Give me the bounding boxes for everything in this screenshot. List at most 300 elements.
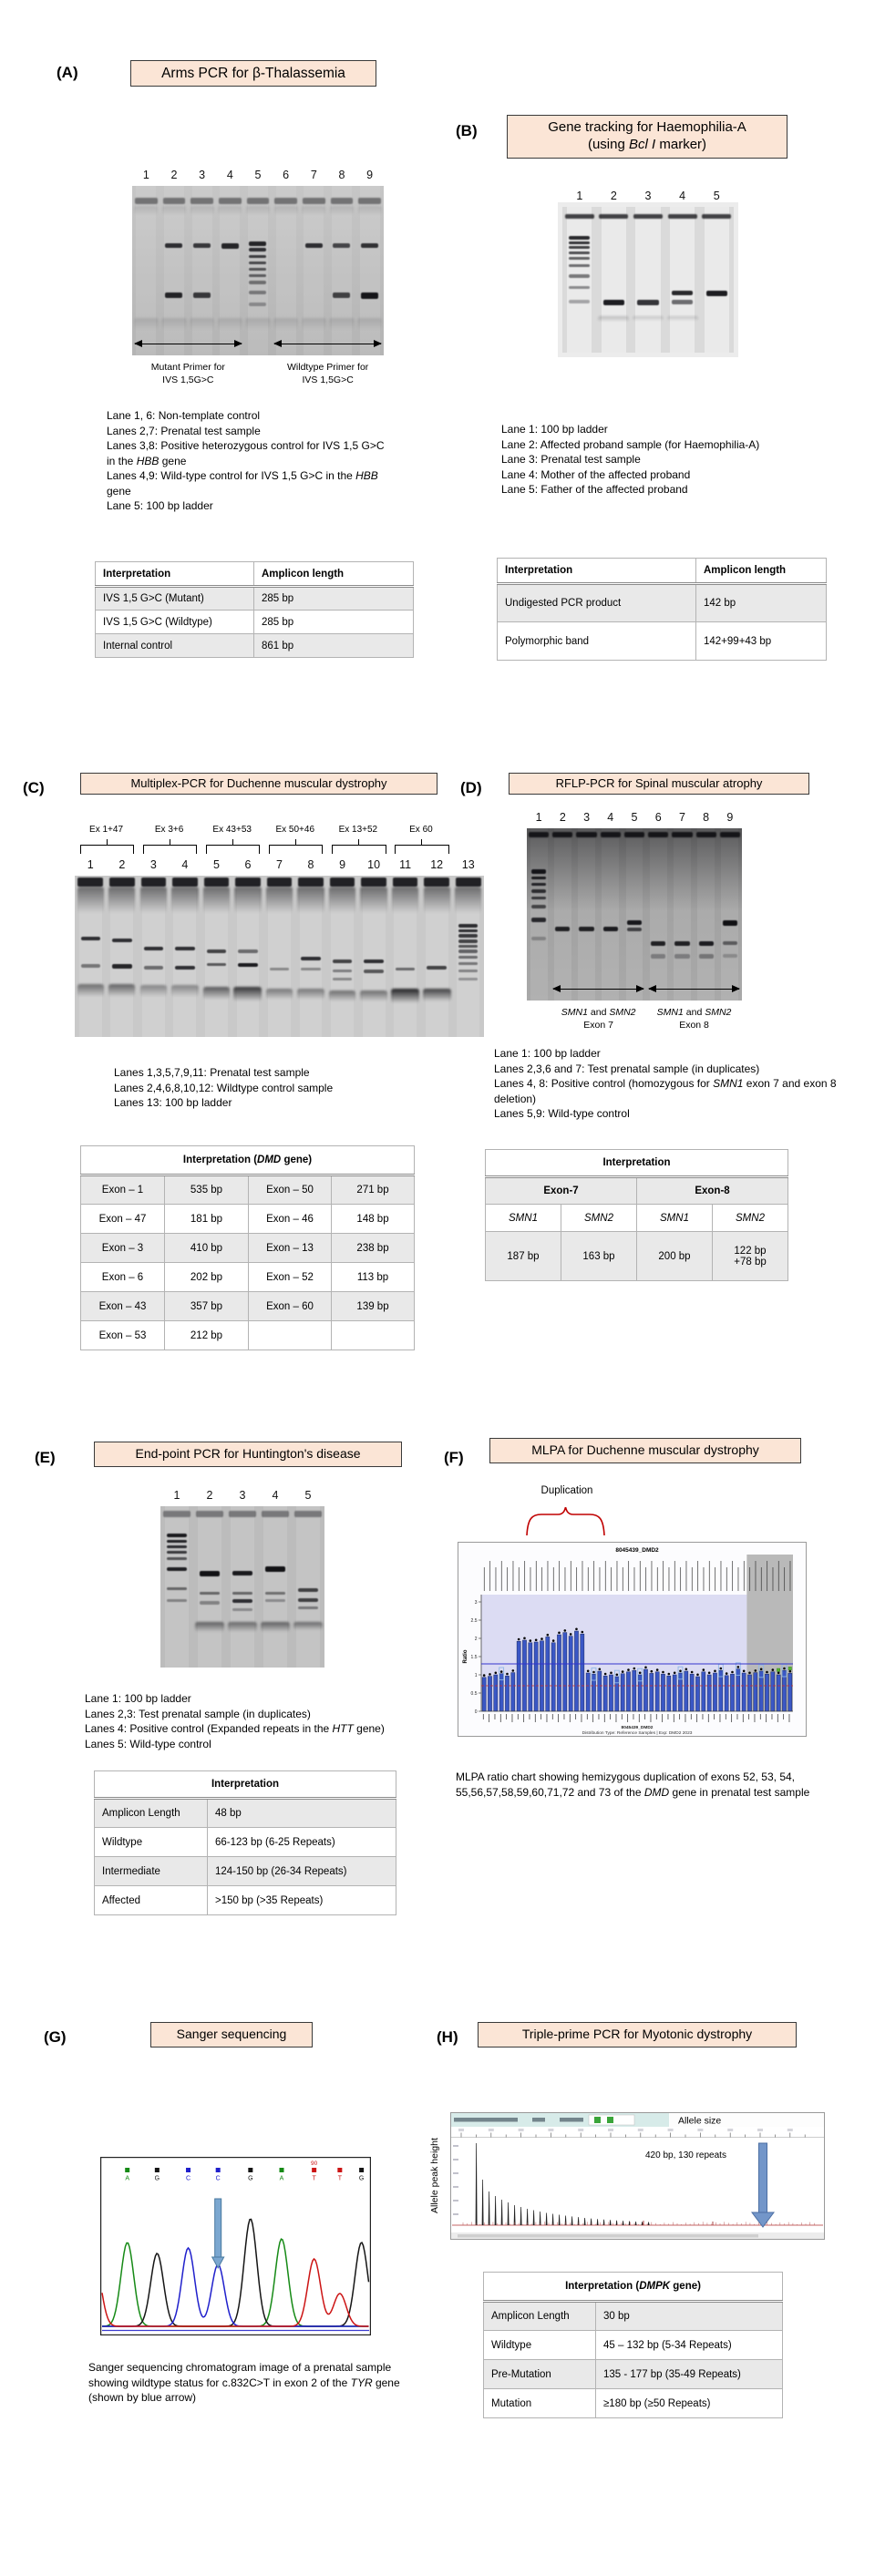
gel-band (193, 292, 211, 298)
base-marker (337, 2168, 342, 2172)
gel-band (579, 927, 593, 931)
gel-band (333, 978, 352, 981)
gel-band (329, 318, 355, 330)
gel-band (249, 262, 266, 265)
gel-band (627, 920, 642, 925)
gel-band (423, 989, 451, 1001)
gel-band (249, 268, 266, 272)
gel-well (330, 877, 355, 888)
gel-band (249, 281, 266, 284)
table-cell: Interpretation (498, 559, 696, 584)
mlpa-bar (621, 1674, 624, 1711)
gel-well (163, 1511, 191, 1517)
gel-band (203, 987, 230, 1000)
gel-band (273, 318, 299, 330)
svg-text:1: 1 (474, 1672, 478, 1678)
gel-lane-number: 1 (87, 858, 94, 871)
table-cell: Exon – 6 (81, 1263, 165, 1292)
gel-band (81, 937, 100, 940)
mlpa-bar (488, 1677, 491, 1711)
table-cell: 861 bp (254, 634, 414, 658)
base-marker (186, 2168, 190, 2172)
gel-band (329, 990, 355, 1001)
mlpa-bar (702, 1672, 705, 1711)
trace-peak (476, 2143, 477, 2225)
gel-band (108, 887, 135, 912)
gel-lane-number: 3 (199, 169, 206, 181)
gel-band (427, 966, 446, 970)
gel-band (333, 960, 352, 963)
gel-band (162, 206, 186, 214)
gel-lane-number: 4 (607, 811, 614, 824)
mlpa-bar (626, 1672, 630, 1711)
mlpa-bar (540, 1641, 543, 1711)
gel-band (674, 954, 689, 959)
gel-band (167, 1557, 187, 1561)
gel-band (569, 241, 590, 244)
table-cell (332, 1321, 415, 1350)
gel-band (200, 1601, 220, 1605)
gel-band (140, 985, 167, 996)
interpretation-table-e (94, 1770, 396, 1915)
gel-lane-number: 5 (212, 858, 220, 871)
gel-band (266, 887, 293, 912)
y-axis-label: Ratio (463, 1649, 468, 1664)
gel-lane (635, 207, 660, 353)
gel-band (238, 949, 257, 953)
gel-lane (231, 1506, 254, 1668)
trace-peak (546, 2213, 547, 2226)
gel-band (458, 924, 478, 928)
table-cell: SMN1 (486, 1205, 561, 1232)
exon-group-label: Ex 13+52 (338, 825, 378, 835)
gel-band (531, 897, 546, 900)
mlpa-bar (678, 1673, 682, 1711)
table-cell: Exon – 1 (81, 1175, 165, 1205)
svg-text:8045439_DMD2: 8045439_DMD2 (621, 1726, 654, 1730)
mlpa-bar (574, 1631, 578, 1711)
arrow-label: SMN1 and SMN2 Exon 7 (561, 1007, 636, 1031)
trace-peak (495, 2196, 496, 2225)
gel-band (651, 954, 665, 959)
table-cell: SMN2 (713, 1205, 788, 1232)
gel-lane-number: 6 (283, 169, 290, 181)
gel-band (232, 1592, 252, 1596)
mlpa-bar (603, 1676, 607, 1711)
gel-well (267, 877, 293, 888)
gel-band (245, 318, 271, 330)
panel-label-a: (A) (57, 64, 78, 81)
svg-text:0: 0 (474, 1709, 478, 1715)
exon-group-label: Ex 3+6 (154, 825, 184, 835)
mlpa-bar (557, 1635, 561, 1711)
mlpa-bar (522, 1640, 526, 1711)
arrow-label: SMN1 and SMN2 Exon 8 (656, 1007, 732, 1031)
variant-arrow (215, 2199, 221, 2257)
gel-lane-number: 5 (254, 169, 262, 181)
table-cell: 212 bp (165, 1321, 249, 1350)
table-cell: 142+99+43 bp (696, 622, 827, 661)
gel-band (569, 300, 590, 303)
gel-lane-number: 7 (276, 858, 283, 871)
mlpa-bar (754, 1673, 757, 1711)
gel-band (274, 206, 298, 214)
trace-peak (648, 2222, 649, 2225)
mlpa-bar (511, 1673, 515, 1711)
gel-band (699, 954, 714, 959)
gel-lane-number: 9 (339, 858, 346, 871)
gel-band (249, 241, 266, 245)
mlpa-bar (494, 1675, 498, 1711)
table-cell: Exon – 46 (249, 1205, 332, 1234)
mlpa-bar (685, 1671, 688, 1711)
gel-lane-number: 4 (181, 858, 189, 871)
lane-notes-e: Lane 1: 100 bp ladder Lanes 2,3: Test prenatal sample (in duplicates) Lanes 4: Positive control (Expanded repeats in the HTT gene) Lanes 5: Wild-type control (85, 1692, 385, 1750)
gel-well (196, 1511, 224, 1517)
gel-lane-number: 1 (173, 1489, 180, 1502)
gel-band (167, 1587, 187, 1591)
group-bracket-tick (295, 839, 296, 846)
mlpa-bar (586, 1673, 590, 1711)
trace-peak (597, 2219, 598, 2225)
gel-band (569, 236, 590, 240)
gel-lane-number: 3 (583, 811, 591, 824)
gel-lane-number: 8 (703, 811, 710, 824)
gel-image-d (527, 811, 742, 1031)
gel-well (298, 877, 324, 888)
table-cell: 535 bp (165, 1175, 249, 1205)
mlpa-bar (551, 1643, 555, 1711)
svg-text:0.5: 0.5 (470, 1690, 478, 1697)
mlpa-bar (499, 1674, 503, 1711)
gel-band (193, 243, 211, 248)
gel-band (455, 887, 481, 912)
gel-band (195, 1622, 224, 1632)
gel-band (531, 905, 546, 908)
mlpa-bar (695, 1677, 699, 1711)
exon-group-label: Ex 50+46 (275, 825, 315, 835)
panel-title-b: Gene tracking for Haemophilia-A (using Bcl I marker) (507, 115, 788, 159)
gel-well (219, 198, 242, 204)
gel-band (249, 303, 266, 306)
base-marker (279, 2168, 283, 2172)
gel-band (329, 887, 355, 912)
gel-band (357, 318, 383, 330)
gel-band (203, 887, 230, 912)
gel-band (723, 920, 737, 926)
mlpa-bar (765, 1674, 768, 1711)
table-cell: 181 bp (165, 1205, 249, 1234)
table-cell: Interpretation (95, 1771, 396, 1799)
svg-text:3: 3 (474, 1599, 478, 1606)
gel-shading (527, 828, 742, 1001)
table-cell: Interpretation (DMD gene) (81, 1146, 415, 1175)
gel-well (358, 198, 381, 204)
table-cell: ≥180 bp (≥50 Repeats) (596, 2389, 783, 2418)
panel-title-d: RFLP-PCR for Spinal muscular atrophy (509, 773, 809, 795)
gel-lane-number: 2 (170, 169, 178, 181)
gel-band (333, 970, 352, 973)
gel-well (109, 877, 135, 888)
gel-band (265, 1592, 285, 1596)
gel-lane-number: 11 (399, 858, 412, 871)
gel-band (249, 248, 266, 251)
gel-lane-number: 5 (713, 190, 720, 202)
table-cell: Intermediate (95, 1857, 208, 1886)
gel-band (261, 1622, 290, 1632)
gel-well (303, 198, 325, 204)
gel-well (633, 214, 663, 219)
mlpa-bar (638, 1675, 642, 1711)
group-bracket-tick (232, 839, 233, 846)
gel-well (624, 832, 644, 838)
gel-band (531, 869, 546, 873)
gel-lane-number: 6 (654, 811, 662, 824)
gel-band (270, 968, 289, 971)
gel-lane-number: 12 (430, 858, 444, 871)
gel-band (232, 1608, 252, 1612)
gel-band (167, 1551, 187, 1555)
mlpa-bar (777, 1675, 780, 1711)
lane-notes-b: Lane 1: 100 bp ladder Lane 2: Affected proband sample (for Haemophilia-A) Lane 3: Prenatal test sample Lane 4: Mother of the affected proband Lane 5: Father of the affected proband (501, 423, 760, 497)
gel-band (167, 1540, 187, 1544)
gel-band (167, 1534, 187, 1537)
group-bracket (206, 845, 260, 854)
table-cell: 122 bp +78 bp (713, 1232, 788, 1281)
sanger-chromatogram (100, 2157, 371, 2335)
sanger-caption: Sanger sequencing chromatogram image of a prenatal sample showing wildtype status for c.832C>T in exon 2 of the TYR gene (shown by blue arrow) (88, 2361, 400, 2405)
gel-lane-number: 8 (307, 858, 314, 871)
table-cell: Exon – 60 (249, 1292, 332, 1321)
gel-band (706, 291, 727, 296)
table-cell: Exon – 43 (81, 1292, 165, 1321)
mlpa-bar (569, 1637, 572, 1711)
gel-band (246, 206, 270, 214)
gel-band (360, 887, 386, 912)
table-cell: 187 bp (486, 1232, 561, 1281)
mlpa-bar (482, 1678, 486, 1711)
exon-group-label: Ex 1+47 (89, 825, 124, 835)
status-indicator (607, 2117, 613, 2123)
gel-band (249, 255, 266, 259)
gel-band (134, 318, 160, 330)
gel-lane-number: 5 (631, 811, 638, 824)
exon-group-label: Ex 43+53 (212, 825, 252, 835)
table-cell: Exon – 3 (81, 1234, 165, 1263)
panel-title-c: Multiplex-PCR for Duchenne muscular dystrophy (80, 773, 438, 795)
table-cell: 66-123 bp (6-25 Repeats) (208, 1828, 396, 1857)
table-cell: Amplicon length (254, 562, 414, 587)
table-cell: 285 bp (254, 587, 414, 611)
gel-band (598, 316, 629, 322)
mlpa-bar (609, 1675, 612, 1711)
table-cell: 238 bp (332, 1234, 415, 1263)
arrow-label: Wildtype Primer for IVS 1,5G>C (287, 362, 369, 385)
gel-band (175, 947, 194, 950)
gel-band (458, 939, 478, 943)
gel-well (262, 1511, 290, 1517)
gel-lane (602, 207, 626, 353)
gel-band (171, 887, 198, 912)
gel-lane-number: 13 (461, 858, 475, 871)
gel-band (699, 941, 714, 946)
double-arrow (649, 989, 740, 990)
status-indicator (594, 2117, 601, 2123)
gel-image-b (558, 190, 738, 357)
gel-band (167, 1545, 187, 1549)
group-bracket (269, 845, 323, 854)
gel-image-e (160, 1489, 324, 1668)
gel-well (424, 877, 449, 888)
group-bracket (332, 845, 386, 854)
gel-band (218, 206, 242, 214)
interpretation-table-c (80, 1145, 415, 1350)
allele-arrow (759, 2143, 767, 2212)
gel-band (555, 927, 570, 931)
mlpa-bar (655, 1672, 659, 1711)
gel-band (265, 1599, 285, 1603)
gel-band (424, 887, 450, 912)
svg-text:2.5: 2.5 (470, 1617, 478, 1624)
gel-band (633, 316, 664, 321)
gel-lane-number: 3 (239, 1489, 246, 1502)
gel-band (333, 292, 350, 298)
gel-lane-number: 3 (644, 190, 652, 202)
interpretation-table-d (485, 1149, 788, 1281)
gel-band (165, 292, 182, 298)
panel-label-b: (B) (456, 122, 478, 139)
gel-well (576, 832, 596, 838)
gel-lane-number: 4 (226, 169, 233, 181)
gel-well (204, 877, 230, 888)
gel-band (112, 964, 131, 968)
gel-band (297, 887, 324, 912)
svg-text:1.5: 1.5 (470, 1654, 478, 1660)
gel-band (81, 964, 100, 968)
gel-band (627, 928, 642, 932)
gel-band (144, 947, 163, 950)
mlpa-bar (643, 1669, 647, 1711)
gel-band (361, 292, 378, 299)
gel-band (207, 963, 226, 967)
table-cell: Exon-7 (486, 1177, 637, 1205)
gel-band (77, 984, 104, 997)
exon-group-label: Ex 60 (409, 825, 433, 835)
trace-peak (610, 2220, 611, 2225)
table-cell: Exon – 47 (81, 1205, 165, 1234)
triple-prime-pcr-trace (450, 2112, 825, 2240)
gel-image-c (75, 825, 484, 1037)
table-cell: Interpretation (486, 1150, 788, 1177)
group-bracket-tick (107, 839, 108, 846)
gel-lane-number: 7 (678, 811, 685, 824)
gel-lane-number: 1 (142, 169, 149, 181)
gel-band (361, 243, 378, 248)
panel-title-a: Arms PCR for β-Thalassemia (130, 60, 376, 87)
mlpa-bar (546, 1637, 550, 1711)
gel-band (569, 274, 590, 277)
group-bracket (143, 845, 197, 854)
gel-band (298, 1598, 318, 1602)
gel-well (720, 832, 740, 838)
gel-lane-number: 3 (149, 858, 157, 871)
mlpa-bar (725, 1676, 728, 1711)
mlpa-caption: MLPA ratio chart showing hemizygous duplication of exons 52, 53, 54, 55,56,57,58,59,60,71,72 and 73 of the DMD gene in prenatal test sample (456, 1770, 810, 1799)
table-cell: 285 bp (254, 611, 414, 634)
gel-band (266, 989, 293, 1000)
gel-band (298, 1606, 318, 1610)
base-call: G (358, 2175, 365, 2182)
table-cell: >150 bp (>35 Repeats) (208, 1886, 396, 1915)
mlpa-ratio-chart (458, 1542, 807, 1737)
table-cell: Exon – 52 (249, 1263, 332, 1292)
trace-peak (520, 2207, 521, 2225)
gel-band (249, 291, 266, 294)
lane-notes-a: Lane 1, 6: Non-template control Lanes 2,7: Prenatal test sample Lanes 3,8: Positive heterozygous control for IVS 1,5 G>C in the HBB gene Lanes 4,9: Wild-type control for IVS 1,5 G>C in the HBB gene Lane 5: 100 bp ladder (107, 409, 385, 513)
gel-well (552, 832, 572, 838)
gel-band (396, 968, 415, 971)
gel-well (696, 832, 716, 838)
gel-well (135, 198, 158, 204)
gel-band (569, 246, 590, 249)
mlpa-bar (661, 1674, 664, 1711)
gel-band (531, 918, 546, 922)
gel-band (569, 257, 590, 260)
table-cell: Exon – 50 (249, 1175, 332, 1205)
trace-peak (584, 2218, 585, 2225)
panel-label-e: (E) (35, 1449, 56, 1466)
gel-band (161, 318, 187, 330)
table-cell: 357 bp (165, 1292, 249, 1321)
gel-band (569, 286, 590, 289)
gel-well (702, 214, 731, 219)
gel-band (234, 887, 261, 912)
panel-title-h: Triple-prime PCR for Myotonic dystrophy (478, 2022, 797, 2047)
mlpa-bar (713, 1673, 716, 1711)
mlpa-bar (747, 1675, 751, 1711)
trace-peak (571, 2216, 572, 2225)
gel-well (601, 832, 621, 838)
table-cell: 124-150 bp (26-34 Repeats) (208, 1857, 396, 1886)
gel-band (232, 1599, 252, 1603)
gel-well (229, 1511, 257, 1517)
gel-well (190, 198, 213, 204)
gel-lane-number: 2 (610, 190, 617, 202)
gel-lane (567, 207, 592, 353)
table-cell: 45 – 132 bp (5-34 Repeats) (596, 2331, 783, 2360)
interpretation-table-a (95, 561, 414, 658)
trace-peak (508, 2202, 509, 2225)
table-cell: 410 bp (165, 1234, 249, 1263)
panel-label-g: (G) (44, 2028, 67, 2046)
gel-well (331, 198, 354, 204)
gel-band (531, 877, 546, 880)
mlpa-bar (707, 1675, 711, 1711)
gel-well (456, 877, 481, 888)
gel-lane-number: 2 (118, 858, 126, 871)
gel-band (723, 954, 737, 958)
gel-band (77, 887, 104, 912)
gel-band (458, 962, 478, 966)
group-bracket (395, 845, 448, 854)
gel-band (190, 318, 215, 330)
gel-lane (670, 207, 695, 353)
table-cell: Internal control (96, 634, 254, 658)
panel-label-d: (D) (460, 779, 482, 796)
gel-well (247, 198, 270, 204)
base-marker (216, 2168, 221, 2172)
svg-text:Distribution Type: Reference S: Distribution Type: Reference Samples | Exp: DMD2 2023 (582, 1731, 693, 1736)
